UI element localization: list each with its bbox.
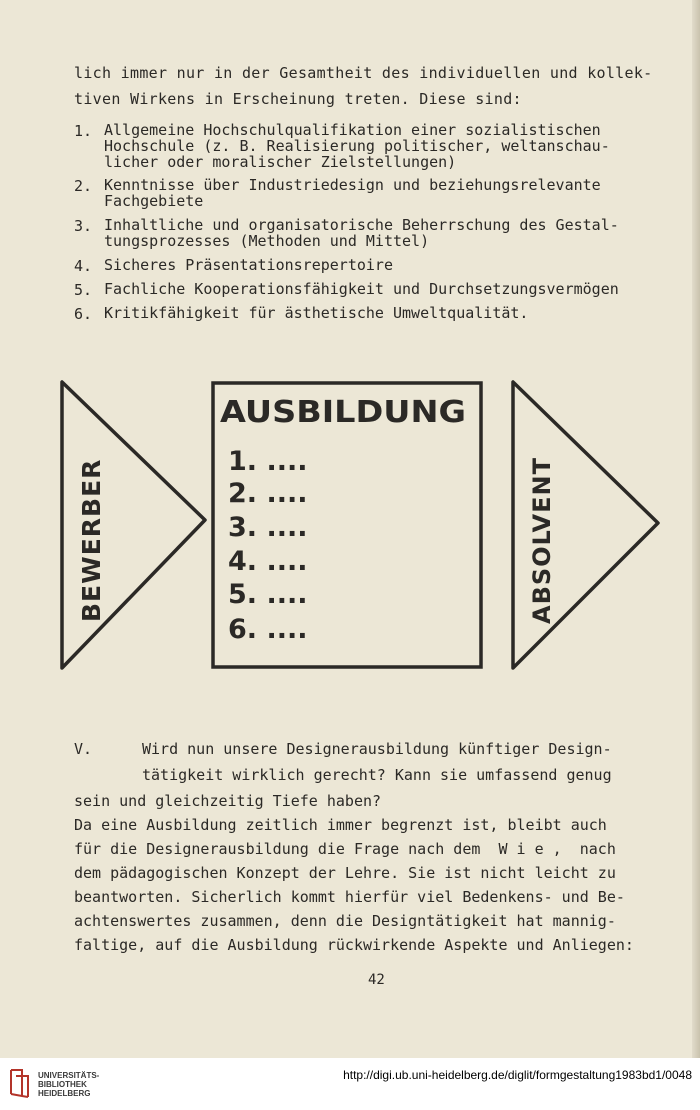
library-logo-icon: [8, 1066, 34, 1100]
body-line: für die Designerausbildung die Frage nach dem W i e , nach: [74, 840, 616, 858]
education-item: 2. ....: [228, 478, 308, 509]
body-line: dem pädagogischen Konzept der Lehre. Sie ist nicht leicht zu: [74, 864, 616, 882]
list-item-line: Allgemeine Hochschulqualifikation einer sozialistischen: [104, 121, 601, 139]
list-number: 1.: [74, 122, 93, 140]
list-item-line: Fachliche Kooperationsfähigkeit und Durchsetzungsvermögen: [104, 280, 619, 298]
body-line: Da eine Ausbildung zeitlich immer begrenzt ist, bleibt auch: [74, 816, 607, 834]
body-line: faltige, auf die Ausbildung rückwirkende Aspekte und Anliegen:: [74, 936, 634, 954]
intro-line: lich immer nur in der Gesamtheit des individuellen und kollek-: [74, 64, 653, 82]
body-line: tätigkeit wirklich gerecht? Kann sie umfassend genug: [142, 766, 612, 784]
list-number: 2.: [74, 177, 93, 195]
source-url-link[interactable]: http://digi.ub.uni-heidelberg.de/diglit/formgestaltung1983bd1/0048: [343, 1068, 692, 1082]
body-line: beantworten. Sicherlich kommt hierfür viel Bedenkens- und Be-: [74, 888, 625, 906]
graduate-label: ABSOLVENT: [528, 457, 556, 624]
list-item-line: Kritikfähigkeit für ästhetische Umweltqualität.: [104, 304, 529, 322]
list-number: 4.: [74, 257, 93, 275]
intro-line: tiven Wirkens in Erscheinung treten. Diese sind:: [74, 90, 522, 108]
list-item-line: Fachgebiete: [104, 192, 204, 210]
library-name-line: BIBLIOTHEK: [38, 1080, 87, 1089]
list-number: 3.: [74, 217, 93, 235]
library-name: [38, 1071, 99, 1098]
list-number: 5.: [74, 281, 93, 299]
education-item: 1. ....: [228, 446, 308, 477]
education-item: 6. ....: [228, 614, 308, 645]
footer-bar: [0, 1058, 700, 1110]
list-item-line: Kenntnisse über Industriedesign und beziehungsrelevante: [104, 176, 601, 194]
education-title: AUSBILDUNG: [220, 395, 466, 430]
list-item-line: Hochschule (z. B. Realisierung politischer, weltanschau-: [104, 137, 610, 155]
library-name-line: HEIDELBERG: [38, 1089, 91, 1098]
applicant-label: BEWERBER: [77, 458, 106, 622]
education-diagram: [0, 360, 700, 690]
list-number: 6.: [74, 305, 93, 323]
page-number: 42: [368, 972, 385, 988]
library-name-line: UNIVERSITÄTS-: [38, 1071, 100, 1080]
list-item-line: licher oder moralischer Zielstellungen): [104, 153, 457, 171]
list-item-line: Inhaltliche und organisatorische Beherrschung des Gestal-: [104, 216, 619, 234]
education-item: 3. ....: [228, 512, 308, 543]
body-line: Wird nun unsere Designerausbildung künftiger Design-: [142, 740, 612, 758]
list-item-line: Sicheres Präsentationsrepertoire: [104, 256, 393, 274]
education-item: 4. ....: [228, 546, 308, 577]
body-line: achtenswertes zusammen, denn die Designtätigkeit hat mannig-: [74, 912, 616, 930]
list-item-line: tungsprozesses (Methoden und Mittel): [104, 232, 430, 250]
body-line: sein und gleichzeitig Tiefe haben?: [74, 792, 382, 810]
education-item: 5. ....: [228, 579, 308, 610]
section-number: V.: [74, 740, 93, 758]
